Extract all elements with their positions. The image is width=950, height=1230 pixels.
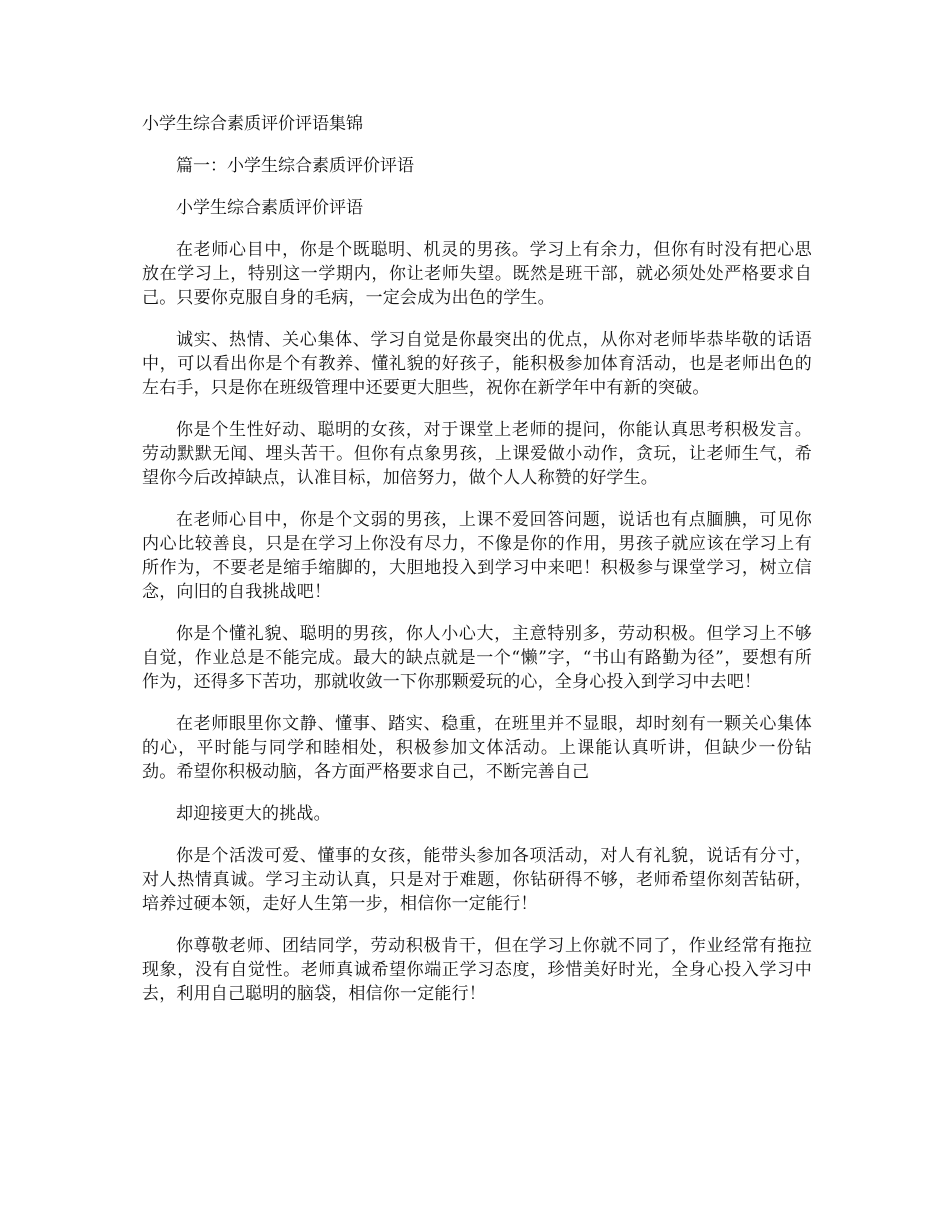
comment-paragraph-1: 在老师心目中，你是个既聪明、机灵的男孩。学习上有余力，但你有时没有把心思放在学习上，特别这一学期内，你让老师失望。既然是班干部，就必须处处严格要求自己。只要你克服自身的毛病，一定会成为出色的学生。	[142, 240, 812, 308]
subheading: 小学生综合素质评价评语	[176, 198, 363, 218]
comment-paragraph-2: 诚实、热情、关心集体、学习自觉是你最突出的优点，从你对老师毕恭毕敬的话语中，可以看出你是个有教养、懂礼貌的好孩子，能积极参加体育活动，也是老师出色的左右手，只是你在班级管理中还要更大胆些，祝你在新学年中有新的突破。	[142, 330, 812, 398]
comment-paragraph-6: 在老师眼里你文静、懂事、踏实、稳重，在班里并不显眼，却时刻有一颗关心集体的心，平时能与同学和睦相处，积极参加文体活动。上课能认真听讲，但缺少一份钻劲。希望你积极动脑，各方面严格要求自己，不断完善自己	[142, 714, 812, 782]
section-heading: 篇一：小学生综合素质评价评语	[176, 156, 414, 176]
comment-paragraph-8: 你尊敬老师、团结同学，劳动积极肯干，但在学习上你就不同了，作业经常有拖拉现象，没有自觉性。老师真诚希望你端正学习态度，珍惜美好时光，全身心投入学习中去，利用自己聪明的脑袋，相信你一定能行！	[142, 936, 812, 1004]
comment-paragraph-5: 你是个懂礼貌、聪明的男孩，你人小心大，主意特别多，劳动积极。但学习上不够自觉，作业总是不能完成。最大的缺点就是一个“懒”字，“书山有路勤为径”，要想有所作为，还得多下苦功，那就收敛一下你那颗爱玩的心，全身心投入到学习中去吧！	[142, 624, 812, 692]
document-body	[142, 112, 812, 1024]
comment-paragraph-6-continuation: 却迎接更大的挑战。	[176, 804, 331, 824]
document-title: 小学生综合素质评价评语集锦	[142, 114, 363, 134]
comment-paragraph-3: 你是个生性好动、聪明的女孩，对于课堂上老师的提问，你能认真思考积极发言。劳动默默无闻、埋头苦干。但你有点象男孩，上课爱做小动作，贪玩，让老师生气，希望你今后改掉缺点，认准目标，加倍努力，做个人人称赞的好学生。	[142, 420, 812, 488]
comment-paragraph-4: 在老师心目中，你是个文弱的男孩，上课不爱回答问题，说话也有点腼腆，可见你内心比较善良，只是在学习上你没有尽力，不像是你的作用，男孩子就应该在学习上有所作为，不要老是缩手缩脚的，大胆地投入到学习中来吧！积极参与课堂学习，树立信念，向旧的自我挑战吧！	[142, 510, 812, 602]
comment-paragraph-7: 你是个活泼可爱、懂事的女孩，能带头参加各项活动，对人有礼貌，说话有分寸，对人热情真诚。学习主动认真，只是对于难题，你钻研得不够，老师希望你刻苦钻研，培养过硬本领，走好人生第一步，相信你一定能行！	[142, 846, 812, 914]
